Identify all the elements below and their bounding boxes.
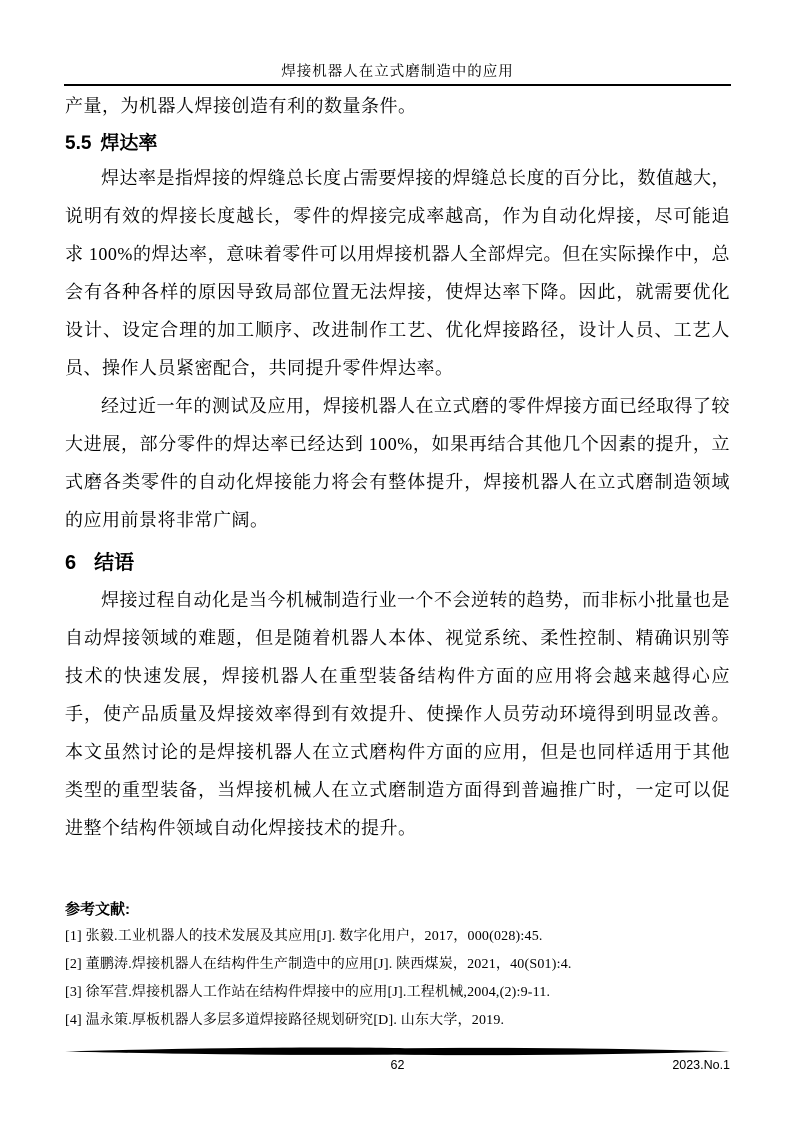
- issue-label: 2023.No.1: [672, 1058, 730, 1072]
- body-paragraph: 焊达率是指焊接的焊缝总长度占需要焊接的焊缝总长度的百分比，数值越大，说明有效的焊接长度越长，零件的焊接完成率越高，作为自动化焊接，尽可能追求 100%的焊达率，意味着零件可以用焊接机器人全部焊完。但在实际操作中，总会有各种各样的原因导致局部位置无法焊接，使焊达率下降。因此，就需要优化设计、设定合理的加工顺序、改进制作工艺、优化焊接路径，设计人员、工艺人员、操作人员紧密配合，共同提升零件焊达率。: [65, 168, 730, 378]
- page-content: [65, 87, 730, 1035]
- footer-divider-bar: [65, 1046, 730, 1057]
- body-paragraph: 焊接过程自动化是当今机械制造行业一个不会逆转的趋势，而非标小批量也是自动焊接领域的难题，但是随着机器人本体、视觉系统、柔性控制、精确识别等技术的快速发展，焊接机器人在重型装备结构件方面的应用将会越来越得心应手，使产品质量及焊接效率得到有效提升、使操作人员劳动环境得到明显改善。本文虽然讨论的是焊接机器人在立式磨构件方面的应用，但是也同样适用于其他类型的重型装备，当焊接机械人在立式磨制造方面得到普遍推广时，一定可以促进整个结构件领域自动化焊接技术的提升。: [65, 590, 730, 838]
- reference-item: [4] 温永策.厚板机器人多层多道焊接路径规划研究[D]. 山东大学，2019.: [65, 1013, 505, 1028]
- section-title: 结语: [94, 552, 135, 574]
- section-heading-5-5: [65, 129, 730, 159]
- section-number: 6: [65, 552, 77, 574]
- references-heading: 参考文献:: [65, 901, 130, 918]
- reference-item: [2] 董鹏涛.焊接机器人在结构件生产制造中的应用[J]. 陕西煤炭，2021，40(S01):4.: [65, 957, 572, 972]
- references-section: [65, 897, 730, 1035]
- header-rule: [64, 84, 731, 86]
- page-number: 62: [390, 1058, 405, 1072]
- section-number: 5.5: [65, 133, 92, 154]
- body-paragraph: 经过近一年的测试及应用，焊接机器人在立式磨的零件焊接方面已经取得了较大进展，部分零件的焊达率已经达到 100%，如果再结合其他几个因素的提升，立式磨各类零件的自动化焊接能力将会有整体提升，焊接机器人在立式磨制造领域的应用前景将非常广阔。: [65, 396, 730, 530]
- intro-continuation-line: 产量，为机器人焊接创造有利的数量条件。: [65, 96, 417, 116]
- reference-item: [1] 张毅.工业机器人的技术发展及其应用[J]. 数字化用户，2017，000(028):45.: [65, 929, 543, 944]
- running-head-title: 焊接机器人在立式磨制造中的应用: [281, 64, 514, 80]
- reference-item: [3] 徐军营.焊接机器人工作站在结构件焊接中的应用[J].工程机械,2004,(2):9-11.: [65, 985, 551, 1000]
- section-title: 焊达率: [100, 133, 158, 154]
- page-footer: [65, 1046, 730, 1075]
- section-heading-6: [65, 545, 730, 581]
- footer-row: [65, 1057, 730, 1075]
